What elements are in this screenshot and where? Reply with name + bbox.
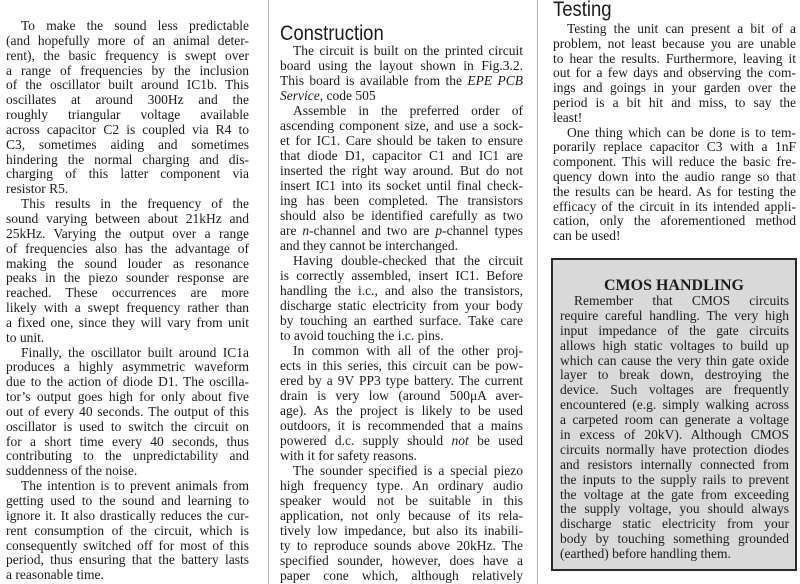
text-line: consequently switched off for most of this xyxy=(6,538,249,553)
text-line: outdoors, it is recommended that a mains xyxy=(280,418,523,433)
text-line: drain is very low (around 500μA aver- xyxy=(280,388,523,403)
text-line: encountered (e.g. simply walking across xyxy=(560,398,789,413)
text-line: age). As the project is likely to be used xyxy=(280,403,523,418)
text-line: oscillates at around 300Hz and the xyxy=(6,93,249,108)
text-line: specified sounder, however, does have a xyxy=(280,553,523,568)
italic-text: n xyxy=(302,223,310,238)
text-line: contributing to the unpredictability and xyxy=(6,449,249,464)
column-divider-left xyxy=(268,0,269,584)
text-line: reached. These occurrences are more xyxy=(6,286,249,301)
left-column-text xyxy=(6,19,249,583)
paragraph xyxy=(6,19,249,197)
text-line: The sounder specified is a special piezo xyxy=(293,463,523,478)
text-line: Finally, the oscillator built around IC1a xyxy=(21,345,249,360)
testing-heading: Testing xyxy=(553,0,612,21)
text-line: and they cannot be interchanged. xyxy=(280,238,459,253)
text-line: to avoid touching the i.c. pins. xyxy=(280,328,444,343)
text-line: a carpeted room can generate a voltage xyxy=(560,413,789,428)
text-line: resistor R5. xyxy=(6,182,69,197)
text-line xyxy=(280,433,523,448)
text-line: period is a bit hit and miss, to say the xyxy=(553,95,796,110)
text-line: suddenness of the noise. xyxy=(6,464,138,479)
text-line: ects in this series, this circuit can be pow- xyxy=(280,358,523,373)
text-line: out of every 40 seconds. The output of this xyxy=(6,404,249,419)
text-line: ing has been completed. The transistors xyxy=(280,193,523,208)
text-line: roughly triangular voltage available xyxy=(6,108,249,123)
construction-heading: Construction xyxy=(280,21,384,45)
text-run: -channel and two are xyxy=(309,223,436,238)
text-line: of frequencies also has the advantage of xyxy=(6,241,249,256)
cmos-handling-panel xyxy=(551,258,797,571)
text-line: is correctly assembled, insert IC1. Before xyxy=(280,268,523,283)
text-line: ered by a 9V PP3 type battery. The current xyxy=(280,373,523,388)
text-line: Testing the unit can present a bit of a xyxy=(567,22,796,36)
text-line: ings and goings in your garden over the xyxy=(553,81,796,96)
text-line: speaker would not be suitable in this xyxy=(280,493,523,508)
text-line xyxy=(280,88,523,103)
text-line: likely with a swept frequency rather than xyxy=(6,301,249,316)
paragraph xyxy=(560,294,789,562)
text-line: a range of frequencies by the inclusion xyxy=(6,63,249,78)
text-run: are xyxy=(280,223,303,238)
text-line: least! xyxy=(553,110,583,125)
text-line: In common with all of the other proj- xyxy=(293,343,523,358)
text-line: the results can be heard. As for testing the xyxy=(553,184,796,199)
text-line: for a short time every 40 seconds, thus xyxy=(6,434,249,449)
text-run: be used xyxy=(468,433,523,448)
text-line: tor’s output goes high for only about five xyxy=(6,390,249,405)
text-line: efficacy of the circuit in its intended appli- xyxy=(553,199,796,214)
text-line: input impedance of the gate circuits xyxy=(560,323,789,338)
paragraph xyxy=(6,346,249,480)
cmos-handling-text xyxy=(560,294,789,562)
text-line: rent), the basic frequency is swept over xyxy=(6,48,249,63)
text-line: et for IC1. Care should be taken to ensure xyxy=(280,133,523,148)
text-line: 25kHz. Varying the output over a range xyxy=(6,226,249,241)
text-line: charging of this latter component via xyxy=(6,167,249,182)
italic-text: p xyxy=(435,223,443,238)
text-line: high frequency type. An ordinary audio xyxy=(280,478,523,493)
text-line: with it for safety reasons. xyxy=(280,448,417,463)
text-line: discharge static electricity from your xyxy=(560,517,789,532)
text-line: that diode D1, capacitor C1 and IC1 are xyxy=(280,148,523,163)
text-line: which can cause the very thin gate oxide xyxy=(560,353,789,368)
column-divider-right xyxy=(537,0,538,584)
text-line: (earthed) before handling them. xyxy=(560,547,731,562)
text-line: produces a highly asymmetric waveform xyxy=(6,360,249,375)
testing-section-text xyxy=(553,22,796,244)
text-line: insert IC1 into its socket until final check- xyxy=(280,178,523,193)
text-line: oscillator is used to switch the circuit on xyxy=(6,419,249,434)
text-line: ignore it. It also drastically reduces the cur- xyxy=(6,508,249,523)
text-line: C3, sometimes aiding and sometimes xyxy=(6,137,249,152)
text-line: can be used! xyxy=(553,229,621,244)
text-line: the inputs to the supply rails to prevent xyxy=(560,472,789,487)
text-line: to unit. xyxy=(6,330,45,345)
paragraph xyxy=(280,343,523,463)
text-run: , code 505 xyxy=(319,88,376,103)
paragraph xyxy=(553,22,796,126)
text-line xyxy=(280,223,523,238)
text-line: problem, not least because you are unable xyxy=(553,36,796,51)
text-line: This results in the frequency of the xyxy=(21,197,249,212)
paragraph xyxy=(6,479,249,583)
paragraph xyxy=(6,197,249,345)
text-run: This board is available from the xyxy=(280,73,468,88)
text-line: the supply voltage, you should always xyxy=(560,502,789,517)
text-line: body by touching something grounded xyxy=(560,532,789,547)
paragraph xyxy=(553,126,796,244)
paragraph xyxy=(280,463,523,583)
text-line: and resistors internally connected from xyxy=(560,457,789,472)
text-line: circuits normally have protection diodes xyxy=(560,442,789,457)
text-line: due to the action of diode D1. The oscilla- xyxy=(6,375,249,390)
text-line: getting used to the sound and learning to xyxy=(6,494,249,508)
text-line: paper cone which, although relatively xyxy=(280,568,523,583)
text-line: (and hopefully more of an animal deter- xyxy=(6,33,249,48)
text-line: by touching an earthed surface. Take care xyxy=(280,313,523,328)
text-line: tively low impedance, but also its inabili- xyxy=(280,523,523,538)
text-line: cation, only the aforementioned method xyxy=(553,214,796,229)
italic-text: Service xyxy=(280,88,320,103)
italic-text: not xyxy=(451,433,469,448)
cmos-handling-title: CMOS HANDLING xyxy=(603,276,744,294)
text-line: inserted the right way around. But do not xyxy=(280,163,523,178)
text-line: discharge static electricity from your body xyxy=(280,298,523,313)
text-line: quency down into the audio range so that xyxy=(553,169,796,184)
paragraph xyxy=(280,43,523,103)
text-line: Remember that CMOS circuits xyxy=(574,294,789,308)
text-line: should also be identified carefully as two xyxy=(280,208,523,223)
text-line: hindering the normal charging and dis- xyxy=(6,152,249,167)
text-line: allows high static voltages to build up xyxy=(560,338,789,353)
paragraph xyxy=(280,253,523,343)
text-line: ascending component size, and use a sock- xyxy=(280,118,523,133)
text-line: sound varying between about 21kHz and xyxy=(6,211,249,226)
text-line: To make the sound less predictable xyxy=(21,19,249,33)
text-line: a fixed one, since they will vary from unit xyxy=(6,315,249,330)
construction-section-text xyxy=(280,43,523,583)
text-line: Assemble in the preferred order of xyxy=(293,103,523,118)
text-line: Having double-checked that the circuit xyxy=(293,253,523,268)
text-line: in excess of 20kV). Although CMOS xyxy=(560,428,789,443)
text-line: across capacitor C2 is coupled via R4 to xyxy=(6,122,249,137)
text-line: The circuit is built on the printed circuit xyxy=(293,43,523,58)
text-line: board using the layout shown in Fig.3.2. xyxy=(280,58,523,73)
text-line: out for a few days and observing the com- xyxy=(553,66,796,81)
text-line: device. Such voltages are frequently xyxy=(560,383,789,398)
text-line: The intention is to prevent animals from xyxy=(21,479,249,494)
text-line: One thing which can be done is to tem- xyxy=(567,125,796,140)
text-line: component. This will reduce the basic fre- xyxy=(553,155,796,170)
text-line: rent consumption of the circuit, which is xyxy=(6,523,249,538)
text-line: require careful handling. The very high xyxy=(560,308,789,323)
text-line: layer to break down, destroying the xyxy=(560,368,789,383)
text-line: handling the i.c., and also the transistors, xyxy=(280,283,523,298)
text-line: of the oscillator built around IC1b. This xyxy=(6,78,249,93)
paragraph xyxy=(280,103,523,253)
text-line: peaks in the piezo sounder response are xyxy=(6,271,249,286)
text-line: to hear the results. Furthermore, leaving it xyxy=(553,51,796,66)
text-line: a reasonable time. xyxy=(6,568,104,583)
text-run: -channel types xyxy=(442,223,523,238)
text-line: making the sound louder as resonance xyxy=(6,256,249,271)
text-line: the voltage at the gate from exceeding xyxy=(560,487,789,502)
text-line: porarily replace capacitor C3 with a 1nF xyxy=(553,140,796,155)
text-run: powered d.c. supply should xyxy=(280,433,452,448)
text-line: period, thus ensuring that the battery lasts xyxy=(6,553,249,568)
text-line xyxy=(280,73,523,88)
text-line: ty to reproduce sounds above 20kHz. The xyxy=(280,538,523,553)
italic-text: EPE PCB xyxy=(467,73,523,88)
text-line: application, not only because of its rela- xyxy=(280,508,523,523)
